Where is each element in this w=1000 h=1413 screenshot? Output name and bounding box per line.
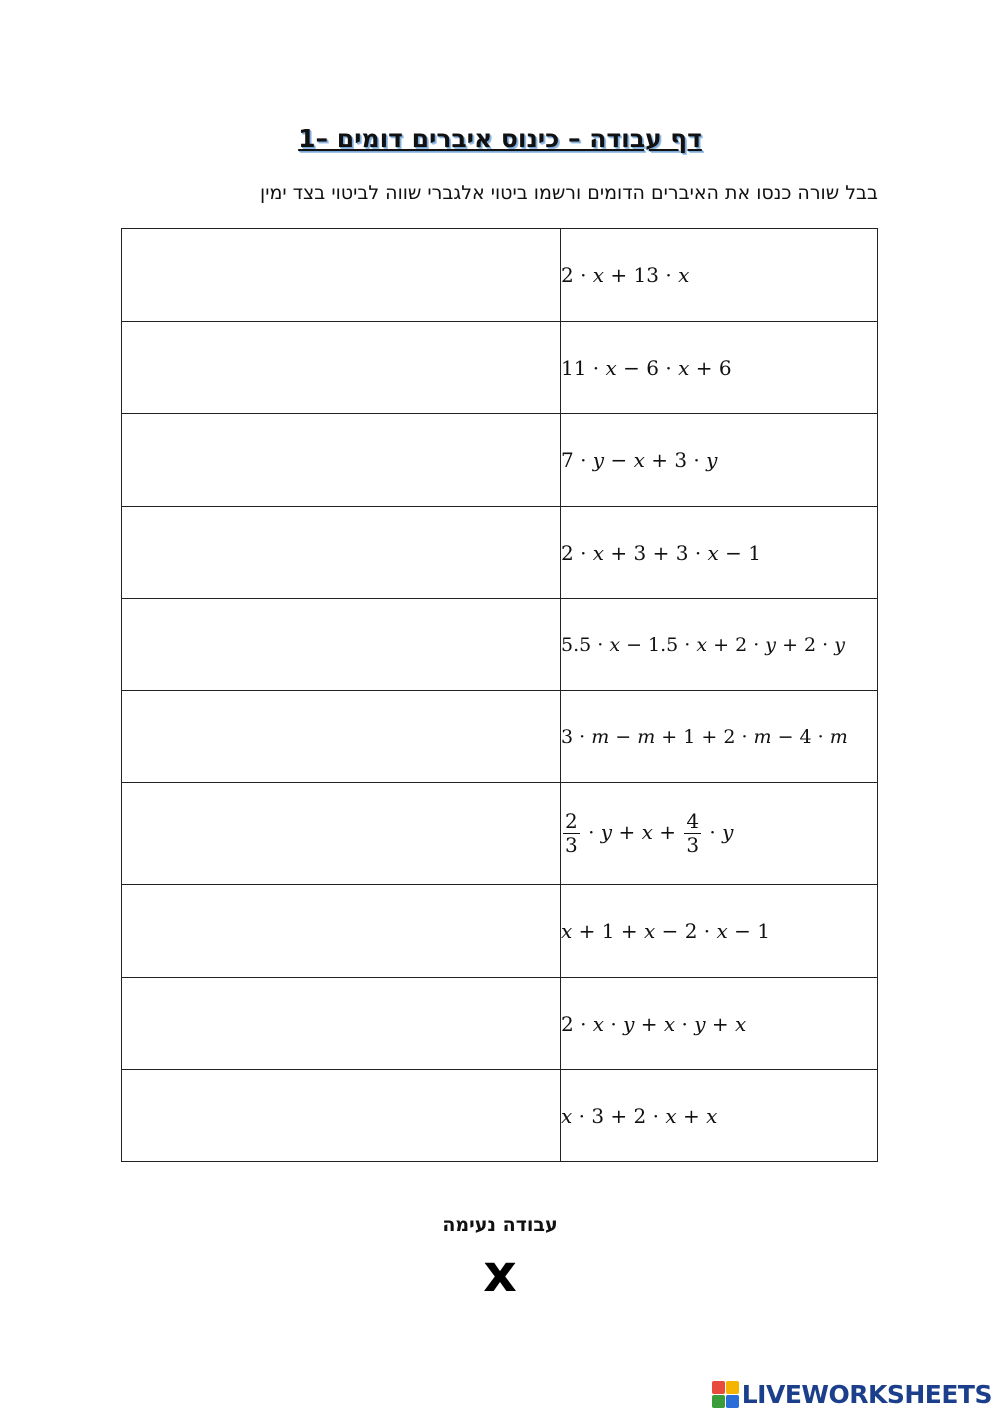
answer-input-6[interactable] (122, 726, 560, 747)
logo-square (712, 1395, 725, 1408)
expression-cell: 2 · 𝑥 + 3 + 3 · 𝑥 − 1 (561, 507, 878, 599)
answer-cell (122, 322, 561, 414)
answer-input-8[interactable] (122, 921, 560, 942)
answer-cell (122, 229, 561, 322)
logo-square (726, 1381, 739, 1394)
table-row (122, 783, 878, 885)
answer-cell (122, 414, 561, 507)
fraction-numerator: 4 (686, 809, 700, 833)
expression-cell: 7 · 𝑦 − 𝑥 + 3 · 𝑦 (561, 414, 878, 507)
expression-cell: 3 · 𝑚 − 𝑚 + 1 + 2 · 𝑚 − 4 · 𝑚 (561, 691, 878, 783)
answer-input-2[interactable] (122, 357, 560, 378)
answer-cell (122, 978, 561, 1070)
expression-cell: 2 · 𝑥 · 𝑦 + 𝑥 · 𝑦 + 𝑥 (561, 978, 878, 1070)
expression-cell (561, 783, 878, 885)
table-row (122, 691, 878, 783)
logo-square (712, 1381, 725, 1394)
expression-middle: · 𝑦 + 𝑥 + (581, 820, 683, 844)
answer-input-1[interactable] (122, 265, 560, 286)
answer-input-4[interactable] (122, 542, 560, 563)
expression-tail: · 𝑦 (703, 820, 734, 844)
table-row (122, 599, 878, 691)
table-row (122, 507, 878, 599)
fraction-denominator: 3 (565, 833, 578, 857)
expression-cell: 11 · 𝑥 − 6 · 𝑥 + 6 (561, 322, 878, 414)
expression-cell: 𝑥 · 3 + 2 · 𝑥 + 𝑥 (561, 1070, 878, 1162)
answer-cell (122, 691, 561, 783)
x-mark: x (483, 1244, 517, 1304)
answer-cell (122, 599, 561, 691)
table-row (122, 229, 878, 322)
closing-message: עבודה נעימה (442, 1214, 558, 1236)
table-row (122, 1070, 878, 1162)
fraction (684, 810, 701, 857)
worksheet-title: דף עבודה – כינוס איברים דומים –1 (298, 124, 702, 153)
answer-input-5[interactable] (122, 634, 560, 655)
answer-input-10[interactable] (122, 1105, 560, 1126)
answer-cell (122, 507, 561, 599)
fraction-denominator: 3 (686, 833, 700, 857)
expression-cell: 𝑥 + 1 + 𝑥 − 2 · 𝑥 − 1 (561, 885, 878, 978)
table-row (122, 322, 878, 414)
liveworksheets-logo-icon (712, 1381, 739, 1408)
exercise-table (121, 228, 878, 1162)
answer-input-9[interactable] (122, 1013, 560, 1034)
answer-cell (122, 1070, 561, 1162)
answer-input-7[interactable] (122, 823, 560, 844)
table-row (122, 978, 878, 1070)
expression-cell: 2 · 𝑥 + 13 · 𝑥 (561, 229, 878, 322)
brand-text: LIVEWORKSHEETS (741, 1379, 992, 1409)
answer-cell (122, 885, 561, 978)
instruction-text: בבל שורה כנסו את האיברים הדומים ורשמו ביטוי אלגברי שווה לביטוי בצד ימין (260, 182, 878, 204)
table-row (122, 885, 878, 978)
fraction-numerator: 2 (565, 809, 578, 833)
answer-cell (122, 783, 561, 885)
liveworksheets-brand (712, 1378, 992, 1410)
table-row (122, 414, 878, 507)
answer-input-3[interactable] (122, 450, 560, 471)
logo-square (726, 1395, 739, 1408)
fraction (563, 810, 580, 857)
expression-cell: 5.5 · 𝑥 − 1.5 · 𝑥 + 2 · 𝑦 + 2 · 𝑦 (561, 599, 878, 691)
